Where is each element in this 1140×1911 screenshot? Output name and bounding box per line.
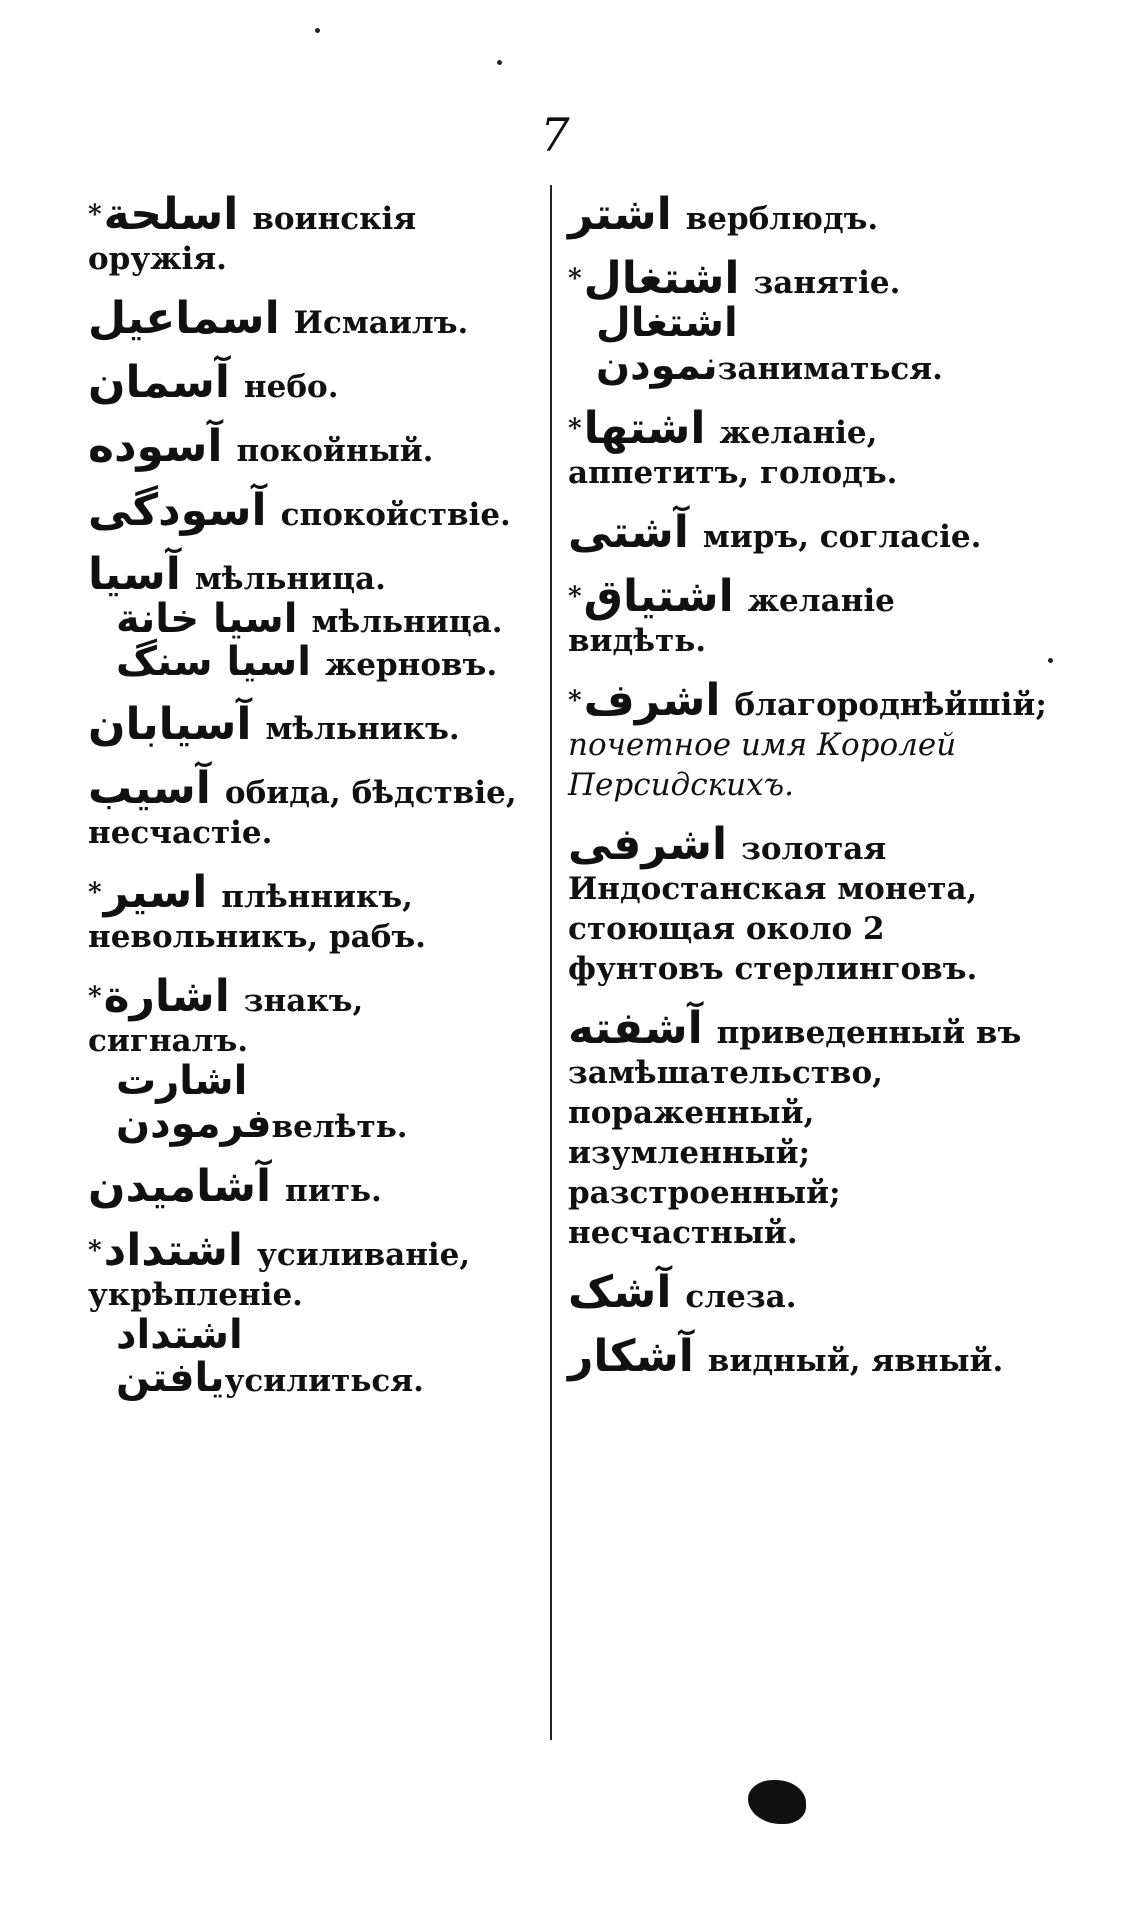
- persian-headword: آسیابان: [88, 699, 252, 750]
- dictionary-entry: [568, 253, 1028, 389]
- right-column: [568, 189, 1047, 1401]
- definition: благороднѣйшій;: [734, 687, 1047, 723]
- page-number: 7: [540, 108, 570, 162]
- persian-headword: آشفته: [568, 1003, 703, 1054]
- dictionary-entry: [88, 763, 528, 853]
- persian-headword: اشتغال نمودن: [596, 300, 738, 389]
- definition: верблюдъ.: [685, 201, 879, 237]
- definition-note: почетное имя Королей Персидскихъ.: [568, 727, 957, 803]
- persian-headword: آشامیدن: [88, 1161, 272, 1212]
- definition: желаніе, аппетитъ, голодъ.: [568, 415, 898, 491]
- persian-headword: اشتغال: [583, 253, 740, 304]
- entry-marker: *: [88, 1236, 102, 1266]
- dictionary-entry: [88, 549, 528, 685]
- persian-headword: آسیب: [88, 763, 211, 814]
- dictionary-entry: [88, 421, 528, 472]
- definition: мѣльникъ.: [265, 711, 460, 747]
- definition: занятіе.: [753, 265, 901, 301]
- definition: слеза.: [685, 1279, 797, 1315]
- persian-headword: اشتیاق: [583, 571, 734, 622]
- definition: видный, явный.: [707, 1343, 1004, 1379]
- dictionary-entry: [88, 1225, 528, 1401]
- persian-headword: آسمان: [88, 357, 230, 408]
- speck: [497, 60, 502, 65]
- definition: пить.: [285, 1173, 382, 1209]
- definition: мѣльница.: [311, 604, 503, 640]
- speck: [1048, 658, 1053, 663]
- dictionary-entry: [568, 1331, 1028, 1382]
- speck: [315, 28, 320, 33]
- definition: велѣть.: [271, 1109, 408, 1145]
- persian-headword: اشرفی: [568, 819, 728, 870]
- dictionary-entry: [88, 189, 528, 279]
- dictionary-entry: [568, 675, 1047, 805]
- column-divider: [550, 185, 552, 1740]
- dictionary-entry: [568, 1003, 1028, 1253]
- dictionary-entry: [88, 699, 528, 750]
- dictionary-entry: [568, 403, 1028, 493]
- entry-marker: *: [88, 200, 102, 230]
- persian-headword: آشتی: [568, 507, 689, 558]
- sub-entry: [88, 596, 528, 642]
- persian-headword: اشتداد یافتن: [116, 1312, 243, 1401]
- dictionary-entry: [568, 507, 1028, 558]
- definition: усилиться.: [224, 1363, 424, 1399]
- persian-headword: آشکار: [568, 1331, 694, 1382]
- definition: небо.: [243, 369, 339, 405]
- dictionary-entry: [568, 189, 1028, 240]
- persian-headword: آسوده: [88, 421, 223, 472]
- persian-headword: اسیر: [103, 867, 208, 918]
- dictionary-entry: [88, 971, 528, 1147]
- sub-entry: [568, 300, 1028, 389]
- entry-marker: *: [568, 686, 582, 716]
- definition: спокойствіе.: [280, 497, 511, 533]
- persian-headword: اشتداد: [103, 1225, 243, 1276]
- sub-entry: [88, 1312, 528, 1401]
- sub-entry: [88, 1058, 528, 1147]
- persian-headword: اسیا سنگ: [116, 639, 311, 685]
- persian-headword: اشتر: [568, 189, 672, 240]
- persian-headword: اسماعيل: [88, 293, 280, 344]
- entry-marker: *: [568, 414, 582, 444]
- persian-headword: اشتها: [583, 403, 706, 454]
- dictionary-entry: [88, 357, 528, 408]
- definition: миръ, согласіе.: [702, 519, 982, 555]
- persian-headword: آشک: [568, 1267, 672, 1318]
- definition: золотая Индостанская монета, стоющая около 2 фунтовъ стерлинговъ.: [568, 831, 978, 987]
- dictionary-entry: [568, 1267, 1028, 1318]
- definition: жерновъ.: [324, 647, 498, 683]
- entry-marker: *: [88, 878, 102, 908]
- dictionary-entry: [88, 1161, 528, 1212]
- entry-marker: *: [88, 982, 102, 1012]
- definition: приведенный въ замѣшательство, пораженный, изумленный; разстроенный; несчастный.: [568, 1015, 1022, 1251]
- definition: Исмаилъ.: [293, 305, 469, 341]
- persian-headword: اشارة: [103, 971, 230, 1022]
- definition: плѣнникъ, невольникъ, рабъ.: [88, 879, 426, 955]
- definition: покойный.: [236, 433, 434, 469]
- definition: обида, бѣдствіе, несчастіе.: [88, 775, 517, 851]
- persian-headword: آسودگی: [88, 485, 267, 536]
- entry-marker: *: [568, 582, 582, 612]
- left-column: [88, 189, 528, 1421]
- dictionary-entry: [568, 571, 1028, 661]
- definition: заниматься.: [717, 351, 943, 387]
- dictionary-entry: [568, 819, 1028, 989]
- persian-headword: اشارت فرمودن: [116, 1058, 272, 1147]
- definition: знакъ, сигналъ.: [88, 983, 364, 1059]
- persian-headword: اسلحة: [103, 189, 239, 240]
- dictionary-entry: [88, 867, 528, 957]
- persian-headword: اشرف: [583, 675, 721, 726]
- dictionary-entry: [88, 293, 528, 344]
- dictionary-entry: [88, 485, 528, 536]
- entry-marker: *: [568, 264, 582, 294]
- ink-blot: [748, 1780, 806, 1824]
- sub-entry: [88, 639, 528, 685]
- persian-headword: آسیا: [88, 549, 181, 600]
- definition: мѣльница.: [194, 561, 386, 597]
- definition: желаніе видѣть.: [568, 583, 895, 659]
- definition: усиливаніе, укрѣпленіе.: [88, 1237, 471, 1313]
- definition: воинскія оружія.: [88, 201, 417, 277]
- persian-headword: اسیا خانة: [116, 596, 298, 642]
